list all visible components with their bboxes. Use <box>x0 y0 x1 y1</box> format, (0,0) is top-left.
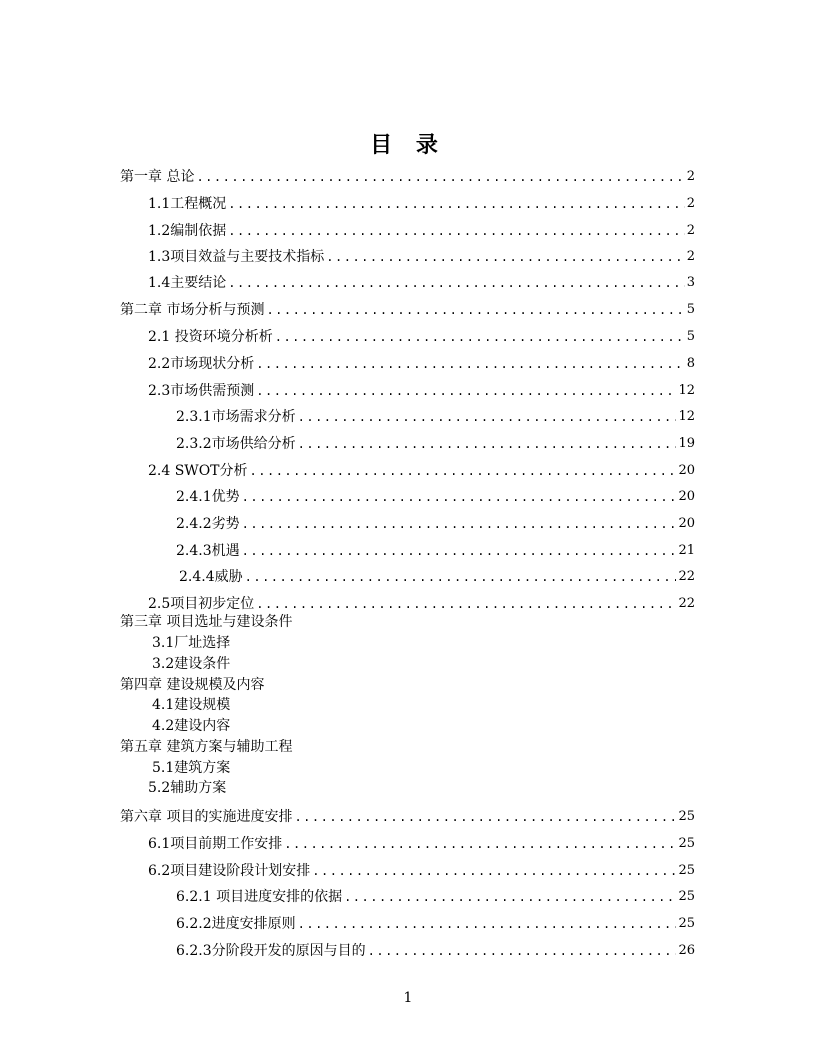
toc-entry-ch6[interactable] <box>120 806 695 826</box>
toc-entry-6-1[interactable] <box>148 833 695 853</box>
leader-dots <box>368 942 677 960</box>
toc-entry-ch4[interactable]: 第四章 建设规模及内容 <box>120 677 265 693</box>
toc-entry-label: 第六章 项目的实施进度安排 <box>120 809 293 825</box>
toc-entry-label: 2.4 SWOT分析 <box>148 463 248 479</box>
leader-dots <box>228 222 684 240</box>
toc-entry-4-2[interactable]: 4.2建设内容 <box>152 718 231 734</box>
leader-dots <box>256 382 676 400</box>
leader-dots <box>298 408 677 426</box>
toc-entry-2-4-3[interactable] <box>176 540 695 560</box>
toc-entry-2-1[interactable] <box>148 326 695 346</box>
toc-entry-1-3[interactable] <box>148 246 695 266</box>
toc-entry-page: 8 <box>686 356 695 371</box>
toc-entry-2-4-1[interactable] <box>176 486 695 506</box>
toc-entry-2-3[interactable] <box>148 380 695 400</box>
toc-entry-2-3-1[interactable] <box>176 406 695 426</box>
toc-entry-label: 2.4.1优势 <box>176 489 240 505</box>
toc-entry-page: 3 <box>686 275 695 290</box>
toc-entry-page: 25 <box>678 836 695 851</box>
leader-dots <box>228 274 684 292</box>
toc-entry-2-4[interactable] <box>148 460 695 480</box>
toc-entry-label: 2.3.1市场需求分析 <box>176 409 296 425</box>
toc-entry-2-2[interactable] <box>148 353 695 373</box>
toc-title: 目 录 <box>370 132 446 158</box>
toc-entry-label: 2.4.2劣势 <box>176 516 240 532</box>
toc-entry-label: 6.2.3分阶段开发的原因与目的 <box>176 943 366 959</box>
leader-dots <box>298 915 677 933</box>
toc-entry-label: 2.4.4威胁 <box>179 569 243 585</box>
toc-entry-label: 6.1项目前期工作安排 <box>148 836 283 852</box>
toc-entry-label: 6.2.2进度安排原则 <box>176 916 296 932</box>
toc-entry-label: 2.4.3机遇 <box>176 543 240 559</box>
toc-entry-page: 5 <box>686 329 695 344</box>
toc-entry-page: 25 <box>678 916 695 931</box>
toc-entry-page: 21 <box>678 543 695 558</box>
leader-dots <box>298 435 677 453</box>
toc-entry-page: 26 <box>678 943 695 958</box>
toc-entry-5-1[interactable]: 5.1建筑方案 <box>152 760 231 776</box>
toc-entry-label: 6.2.1 项目进度安排的依据 <box>176 889 343 905</box>
toc-entry-label: 2.3.2市场供给分析 <box>176 436 296 452</box>
toc-entry-page: 22 <box>678 596 695 611</box>
toc-entry-6-2-1[interactable] <box>176 886 695 906</box>
toc-entry-3-2[interactable]: 3.2建设条件 <box>152 656 231 672</box>
leader-dots <box>275 328 685 346</box>
leader-dots <box>326 248 684 266</box>
toc-entry-label: 1.4主要结论 <box>148 275 227 291</box>
toc-entry-page: 12 <box>678 409 695 424</box>
toc-entry-page: 22 <box>678 569 695 584</box>
toc-entry-2-3-2[interactable] <box>176 433 695 453</box>
toc-entry-page: 19 <box>678 436 695 451</box>
toc-entry-page: 2 <box>686 196 695 211</box>
toc-entry-label: 1.2编制依据 <box>148 223 227 239</box>
toc-entry-label: 1.3项目效益与主要技术指标 <box>148 249 325 265</box>
leader-dots <box>294 808 676 826</box>
leader-dots <box>196 168 684 186</box>
toc-entry-ch2[interactable] <box>120 299 695 319</box>
toc-entry-page: 20 <box>678 489 695 504</box>
toc-entry-ch1[interactable] <box>120 166 695 186</box>
leader-dots <box>266 301 684 319</box>
toc-entry-label: 2.2市场现状分析 <box>148 356 255 372</box>
toc-entry-page: 20 <box>678 516 695 531</box>
toc-entry-2-4-2[interactable] <box>176 513 695 533</box>
toc-entry-label: 第二章 市场分析与预测 <box>120 302 265 318</box>
toc-entry-5-2[interactable]: 5.2辅助方案 <box>148 780 227 796</box>
toc-entry-6-2[interactable] <box>148 860 695 880</box>
leader-dots <box>256 595 676 613</box>
leader-dots <box>312 862 676 880</box>
toc-entry-page: 12 <box>678 383 695 398</box>
toc-entry-label: 2.5项目初步定位 <box>148 596 255 612</box>
leader-dots <box>250 462 677 480</box>
toc-entry-page: 20 <box>678 463 695 478</box>
toc-entry-page: 2 <box>686 169 695 184</box>
toc-entry-label: 2.1 投资环境分析析 <box>148 329 273 345</box>
toc-entry-ch3[interactable]: 第三章 项目选址与建设条件 <box>120 614 293 630</box>
toc-entry-4-1[interactable]: 4.1建设规模 <box>152 697 231 713</box>
toc-entry-page: 5 <box>686 302 695 317</box>
toc-entry-1-2[interactable] <box>148 220 695 240</box>
toc-entry-label: 6.2项目建设阶段计划安排 <box>148 863 311 879</box>
leader-dots <box>256 355 684 373</box>
page-number: 1 <box>403 990 413 1006</box>
toc-entry-6-2-3[interactable] <box>176 940 695 960</box>
leader-dots <box>228 195 684 213</box>
leader-dots <box>245 568 677 586</box>
leader-dots <box>284 835 676 853</box>
toc-entry-6-2-2[interactable] <box>176 913 695 933</box>
toc-entry-ch5[interactable]: 第五章 建筑方案与辅助工程 <box>120 739 293 755</box>
leader-dots <box>344 888 676 906</box>
toc-entry-page: 25 <box>678 863 695 878</box>
toc-entry-page: 2 <box>686 223 695 238</box>
toc-entry-2-5[interactable] <box>148 593 695 613</box>
toc-entry-3-1[interactable]: 3.1厂址选择 <box>152 635 231 651</box>
toc-entry-1-1[interactable] <box>148 193 695 213</box>
toc-entry-page: 25 <box>678 889 695 904</box>
toc-entry-label: 1.1工程概况 <box>148 196 227 212</box>
leader-dots <box>242 515 677 533</box>
leader-dots <box>242 488 677 506</box>
leader-dots <box>242 542 677 560</box>
toc-entry-2-4-4[interactable] <box>179 566 695 586</box>
toc-entry-page: 2 <box>686 249 695 264</box>
toc-entry-page: 25 <box>678 809 695 824</box>
toc-entry-label: 2.3市场供需预测 <box>148 383 255 399</box>
toc-entry-1-4[interactable] <box>148 272 695 292</box>
toc-entry-label: 第一章 总论 <box>120 169 195 185</box>
